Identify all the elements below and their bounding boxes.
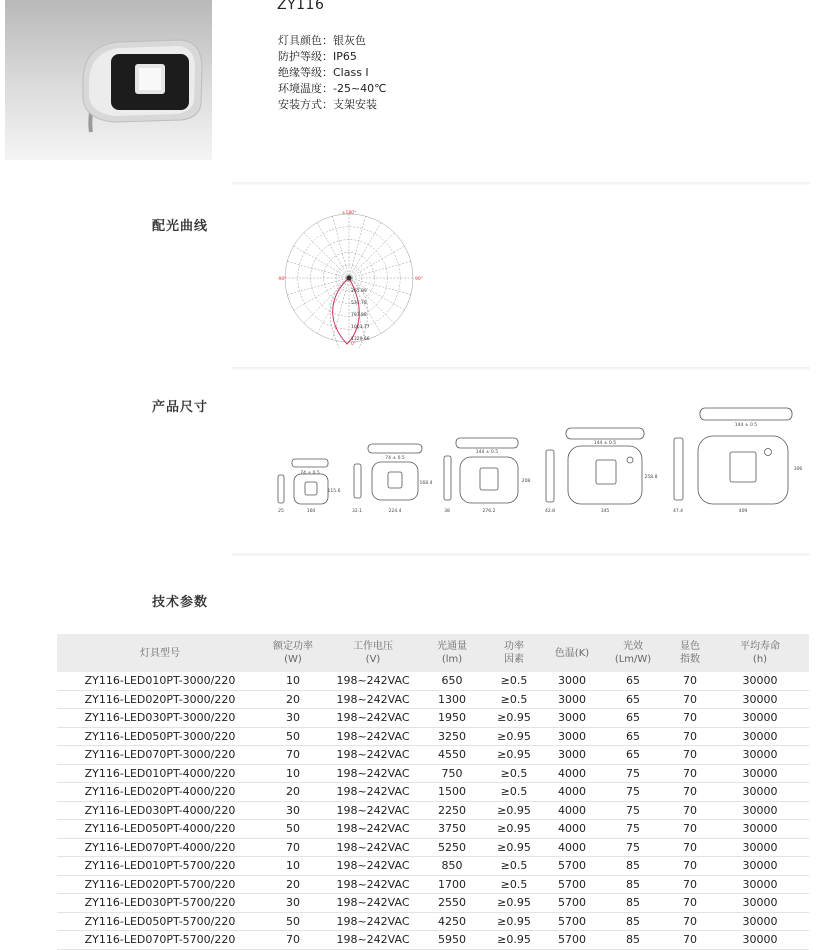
table-cell: 198~242VAC xyxy=(323,838,423,857)
table-cell: 50 xyxy=(263,727,323,746)
table-cell: 65 xyxy=(597,690,669,709)
table-cell: 198~242VAC xyxy=(323,931,423,950)
table-row xyxy=(57,672,809,690)
table-cell: ≥0.5 xyxy=(481,690,547,709)
bracket-label: 144 ± 0.5 xyxy=(734,423,758,428)
table-cell: 70 xyxy=(669,894,711,913)
table-cell: 70 xyxy=(669,727,711,746)
table-cell: ZY116-LED030PT-5700/220 xyxy=(57,894,263,913)
table-cell: 1700 xyxy=(423,875,481,894)
table-row xyxy=(57,709,809,728)
table-cell: ZY116-LED050PT-5700/220 xyxy=(57,912,263,931)
table-cell: 20 xyxy=(263,875,323,894)
table-cell: 198~242VAC xyxy=(323,912,423,931)
side-depth-label: 47.4 xyxy=(672,509,684,514)
table-cell: 1950 xyxy=(423,709,481,728)
table-cell: 70 xyxy=(669,709,711,728)
spec-insulation: 绝缘等级：Class I xyxy=(278,66,369,79)
table-cell: 85 xyxy=(597,894,669,913)
table-cell: 650 xyxy=(423,672,481,690)
table-row xyxy=(57,783,809,802)
height-label: 115.6 xyxy=(327,489,341,494)
table-cell: 3000 xyxy=(547,690,597,709)
table-cell: 65 xyxy=(597,746,669,765)
table-cell: ≥0.95 xyxy=(481,746,547,765)
polar-radial-value: 531.78 xyxy=(351,301,367,306)
table-cell: ≥0.5 xyxy=(481,672,547,690)
table-row xyxy=(57,838,809,857)
divider xyxy=(232,182,810,185)
table-cell: 70 xyxy=(669,820,711,839)
table-cell: ZY116-LED010PT-5700/220 xyxy=(57,857,263,876)
table-cell: 30000 xyxy=(711,838,809,857)
table-cell: 3000 xyxy=(547,727,597,746)
table-cell: 30000 xyxy=(711,931,809,950)
table-cell: ZY116-LED070PT-3000/220 xyxy=(57,746,263,765)
polar-label-left: -90° xyxy=(277,277,287,282)
polar-label-right: 90° xyxy=(415,277,423,282)
table-cell: 50 xyxy=(263,912,323,931)
table-cell: 65 xyxy=(597,672,669,690)
table-cell: 3250 xyxy=(423,727,481,746)
table-cell: 3000 xyxy=(547,709,597,728)
table-cell: 30 xyxy=(263,801,323,820)
column-header: 灯具型号 xyxy=(57,634,263,672)
table-row xyxy=(57,894,809,913)
table-cell: 198~242VAC xyxy=(323,857,423,876)
table-cell: ZY116-LED070PT-4000/220 xyxy=(57,838,263,857)
table-cell: 750 xyxy=(423,764,481,783)
table-cell: ZY116-LED030PT-4000/220 xyxy=(57,801,263,820)
table-cell: ZY116-LED010PT-3000/220 xyxy=(57,672,263,690)
dimension-drawing xyxy=(674,408,792,504)
table-cell: 4000 xyxy=(547,783,597,802)
table-cell: 198~242VAC xyxy=(323,783,423,802)
bracket-label: 74 ± 0.5 xyxy=(385,456,405,461)
table-body xyxy=(57,672,809,949)
divider xyxy=(232,367,810,370)
table-cell: ZY116-LED020PT-3000/220 xyxy=(57,690,263,709)
width-label: 409 xyxy=(738,509,748,514)
table-cell: ≥0.95 xyxy=(481,931,547,950)
section-title-dimensions: 产品尺寸 xyxy=(152,400,209,415)
table-cell: 30000 xyxy=(711,912,809,931)
table-cell: 70 xyxy=(669,690,711,709)
polar-radial-value: 265.89 xyxy=(351,289,367,294)
table-cell: 20 xyxy=(263,783,323,802)
table-cell: 70 xyxy=(669,875,711,894)
table-cell: ≥0.95 xyxy=(481,820,547,839)
table-cell: 198~242VAC xyxy=(323,875,423,894)
table-cell: 198~242VAC xyxy=(323,690,423,709)
table-cell: 70 xyxy=(669,783,711,802)
height-label: 168.4 xyxy=(419,481,433,486)
tech-params-table xyxy=(57,634,809,950)
height-label: 208 xyxy=(521,479,531,484)
table-cell: 10 xyxy=(263,764,323,783)
table-cell: 85 xyxy=(597,857,669,876)
bracket-label: 74 ± 0.5 xyxy=(300,471,320,476)
table-cell: 5950 xyxy=(423,931,481,950)
table-cell: 30000 xyxy=(711,783,809,802)
table-row xyxy=(57,764,809,783)
table-cell: ZY116-LED070PT-5700/220 xyxy=(57,931,263,950)
spec-list xyxy=(278,33,387,113)
table-cell: 30000 xyxy=(711,690,809,709)
table-cell: 70 xyxy=(263,838,323,857)
light-distribution-diagram xyxy=(275,208,425,348)
column-header: 额定功率 (W) xyxy=(263,634,323,672)
table-cell: ≥0.95 xyxy=(481,894,547,913)
table-cell: ZY116-LED010PT-4000/220 xyxy=(57,764,263,783)
table-cell: ZY116-LED020PT-5700/220 xyxy=(57,875,263,894)
table-row xyxy=(57,727,809,746)
table-cell: 198~242VAC xyxy=(323,894,423,913)
table-cell: 70 xyxy=(669,746,711,765)
table-cell: 5700 xyxy=(547,857,597,876)
column-header: 色温(K) xyxy=(547,634,597,672)
width-label: 160 xyxy=(306,509,316,514)
table-cell: 85 xyxy=(597,931,669,950)
polar-center xyxy=(347,276,352,281)
table-cell: 70 xyxy=(669,912,711,931)
table-cell: ≥0.5 xyxy=(481,875,547,894)
table-cell: 65 xyxy=(597,727,669,746)
table-cell: 30000 xyxy=(711,746,809,765)
floodlight-image xyxy=(5,0,212,160)
bracket-label: 144 ± 0.5 xyxy=(593,441,617,446)
table-cell: 5700 xyxy=(547,931,597,950)
width-label: 276.2 xyxy=(482,509,496,514)
table-cell: 20 xyxy=(263,690,323,709)
polar-label-top: ±180° xyxy=(341,211,357,216)
spec-color: 灯具颜色：银灰色 xyxy=(278,34,366,47)
table-cell: 70 xyxy=(669,801,711,820)
table-cell: ≥0.95 xyxy=(481,709,547,728)
column-header: 显色 指数 xyxy=(669,634,711,672)
spec-temperature: 环境温度：-25~40℃ xyxy=(278,82,387,95)
table-cell: 65 xyxy=(597,709,669,728)
table-cell: 70 xyxy=(669,857,711,876)
table-cell: 30000 xyxy=(711,894,809,913)
table-cell: 30000 xyxy=(711,801,809,820)
table-cell: 70 xyxy=(669,672,711,690)
table-cell: 4250 xyxy=(423,912,481,931)
table-cell: 198~242VAC xyxy=(323,746,423,765)
height-label: 258.8 xyxy=(644,475,658,480)
table-cell: ZY116-LED020PT-4000/220 xyxy=(57,783,263,802)
table-row xyxy=(57,801,809,820)
bracket-label: 144 ± 0.5 xyxy=(475,450,499,455)
side-depth-label: 38 xyxy=(444,509,450,514)
table-cell: ≥0.95 xyxy=(481,838,547,857)
table-cell: 30000 xyxy=(711,875,809,894)
spec-protection: 防护等级：IP65 xyxy=(278,50,357,63)
table-cell: ≥0.95 xyxy=(481,727,547,746)
table-cell: 198~242VAC xyxy=(323,727,423,746)
table-cell: 198~242VAC xyxy=(323,672,423,690)
height-label: 306 xyxy=(793,467,803,472)
table-row xyxy=(57,820,809,839)
table-row xyxy=(57,746,809,765)
table-cell: 4000 xyxy=(547,801,597,820)
table-cell: ≥0.5 xyxy=(481,764,547,783)
table-cell: 30000 xyxy=(711,857,809,876)
table-cell: 30 xyxy=(263,894,323,913)
table-row xyxy=(57,690,809,709)
dimension-drawing xyxy=(278,459,328,504)
table-row xyxy=(57,912,809,931)
table-cell: 70 xyxy=(263,931,323,950)
table-cell: 70 xyxy=(263,746,323,765)
table-cell: 2550 xyxy=(423,894,481,913)
table-cell: 75 xyxy=(597,764,669,783)
table-cell: 4000 xyxy=(547,764,597,783)
table-row xyxy=(57,931,809,950)
table-cell: 1300 xyxy=(423,690,481,709)
table-cell: 198~242VAC xyxy=(323,764,423,783)
table-cell: 70 xyxy=(669,838,711,857)
table-cell: 10 xyxy=(263,672,323,690)
dimension-drawing xyxy=(354,444,422,500)
curve-c0 xyxy=(333,278,360,344)
table-cell: 30000 xyxy=(711,709,809,728)
table-cell: 10 xyxy=(263,857,323,876)
width-label: 224.4 xyxy=(388,509,402,514)
polar-radial-value: 1329.66 xyxy=(351,337,370,342)
polar-label-bottom: 0° xyxy=(351,342,357,347)
column-header: 工作电压 (V) xyxy=(323,634,423,672)
table-cell: 30000 xyxy=(711,764,809,783)
table-cell: ZY116-LED030PT-3000/220 xyxy=(57,709,263,728)
side-depth-label: 42.8 xyxy=(544,509,556,514)
table-cell: 75 xyxy=(597,820,669,839)
polar-radial-value: 797.88 xyxy=(351,313,367,318)
table-cell: 1500 xyxy=(423,783,481,802)
table-header-row xyxy=(57,634,809,672)
table-cell: ZY116-LED050PT-3000/220 xyxy=(57,727,263,746)
table-cell: 198~242VAC xyxy=(323,820,423,839)
table-cell: 3750 xyxy=(423,820,481,839)
column-header: 光通量 (lm) xyxy=(423,634,481,672)
dimension-drawings xyxy=(270,402,810,522)
section-title-tech-params: 技术参数 xyxy=(152,595,209,610)
polar-radial-value: 1063.77 xyxy=(351,325,370,330)
column-header: 平均寿命 (h) xyxy=(711,634,809,672)
table-cell: 3000 xyxy=(547,672,597,690)
table-cell: 30000 xyxy=(711,727,809,746)
product-photo xyxy=(5,0,212,160)
table-cell: ≥0.95 xyxy=(481,912,547,931)
spec-mounting: 安装方式：支架安装 xyxy=(278,98,377,111)
side-depth-label: 32.1 xyxy=(351,509,363,514)
table-cell: 75 xyxy=(597,783,669,802)
table-cell: 70 xyxy=(669,931,711,950)
table-cell: 5700 xyxy=(547,875,597,894)
divider xyxy=(232,553,810,556)
dimension-drawing xyxy=(444,438,518,503)
table-cell: 30000 xyxy=(711,672,809,690)
table-cell: 30 xyxy=(263,709,323,728)
table-row xyxy=(57,875,809,894)
product-model: ZY116 xyxy=(277,0,325,13)
side-depth-label: 25 xyxy=(278,509,284,514)
table-cell: 50 xyxy=(263,820,323,839)
column-header: 功率 因素 xyxy=(481,634,547,672)
table-cell: 198~242VAC xyxy=(323,709,423,728)
table-cell: 2250 xyxy=(423,801,481,820)
table-cell: 75 xyxy=(597,838,669,857)
table-cell: 85 xyxy=(597,912,669,931)
table-cell: ZY116-LED050PT-4000/220 xyxy=(57,820,263,839)
column-header: 光效 (Lm/W) xyxy=(597,634,669,672)
table-cell: 3000 xyxy=(547,746,597,765)
section-title-light-curve: 配光曲线 xyxy=(152,219,209,234)
table-cell: 85 xyxy=(597,875,669,894)
table-cell: 5250 xyxy=(423,838,481,857)
table-cell: ≥0.5 xyxy=(481,783,547,802)
width-label: 345 xyxy=(600,509,610,514)
table-cell: ≥0.95 xyxy=(481,801,547,820)
dimension-drawing xyxy=(546,428,644,504)
table-cell: 30000 xyxy=(711,820,809,839)
table-cell: 4550 xyxy=(423,746,481,765)
table-cell: 4000 xyxy=(547,820,597,839)
table-row xyxy=(57,857,809,876)
table-cell: 5700 xyxy=(547,912,597,931)
table-cell: 198~242VAC xyxy=(323,801,423,820)
table-cell: 75 xyxy=(597,801,669,820)
table-cell: 4000 xyxy=(547,838,597,857)
table-cell: ≥0.5 xyxy=(481,857,547,876)
table-cell: 850 xyxy=(423,857,481,876)
table-cell: 70 xyxy=(669,764,711,783)
table-cell: 5700 xyxy=(547,894,597,913)
